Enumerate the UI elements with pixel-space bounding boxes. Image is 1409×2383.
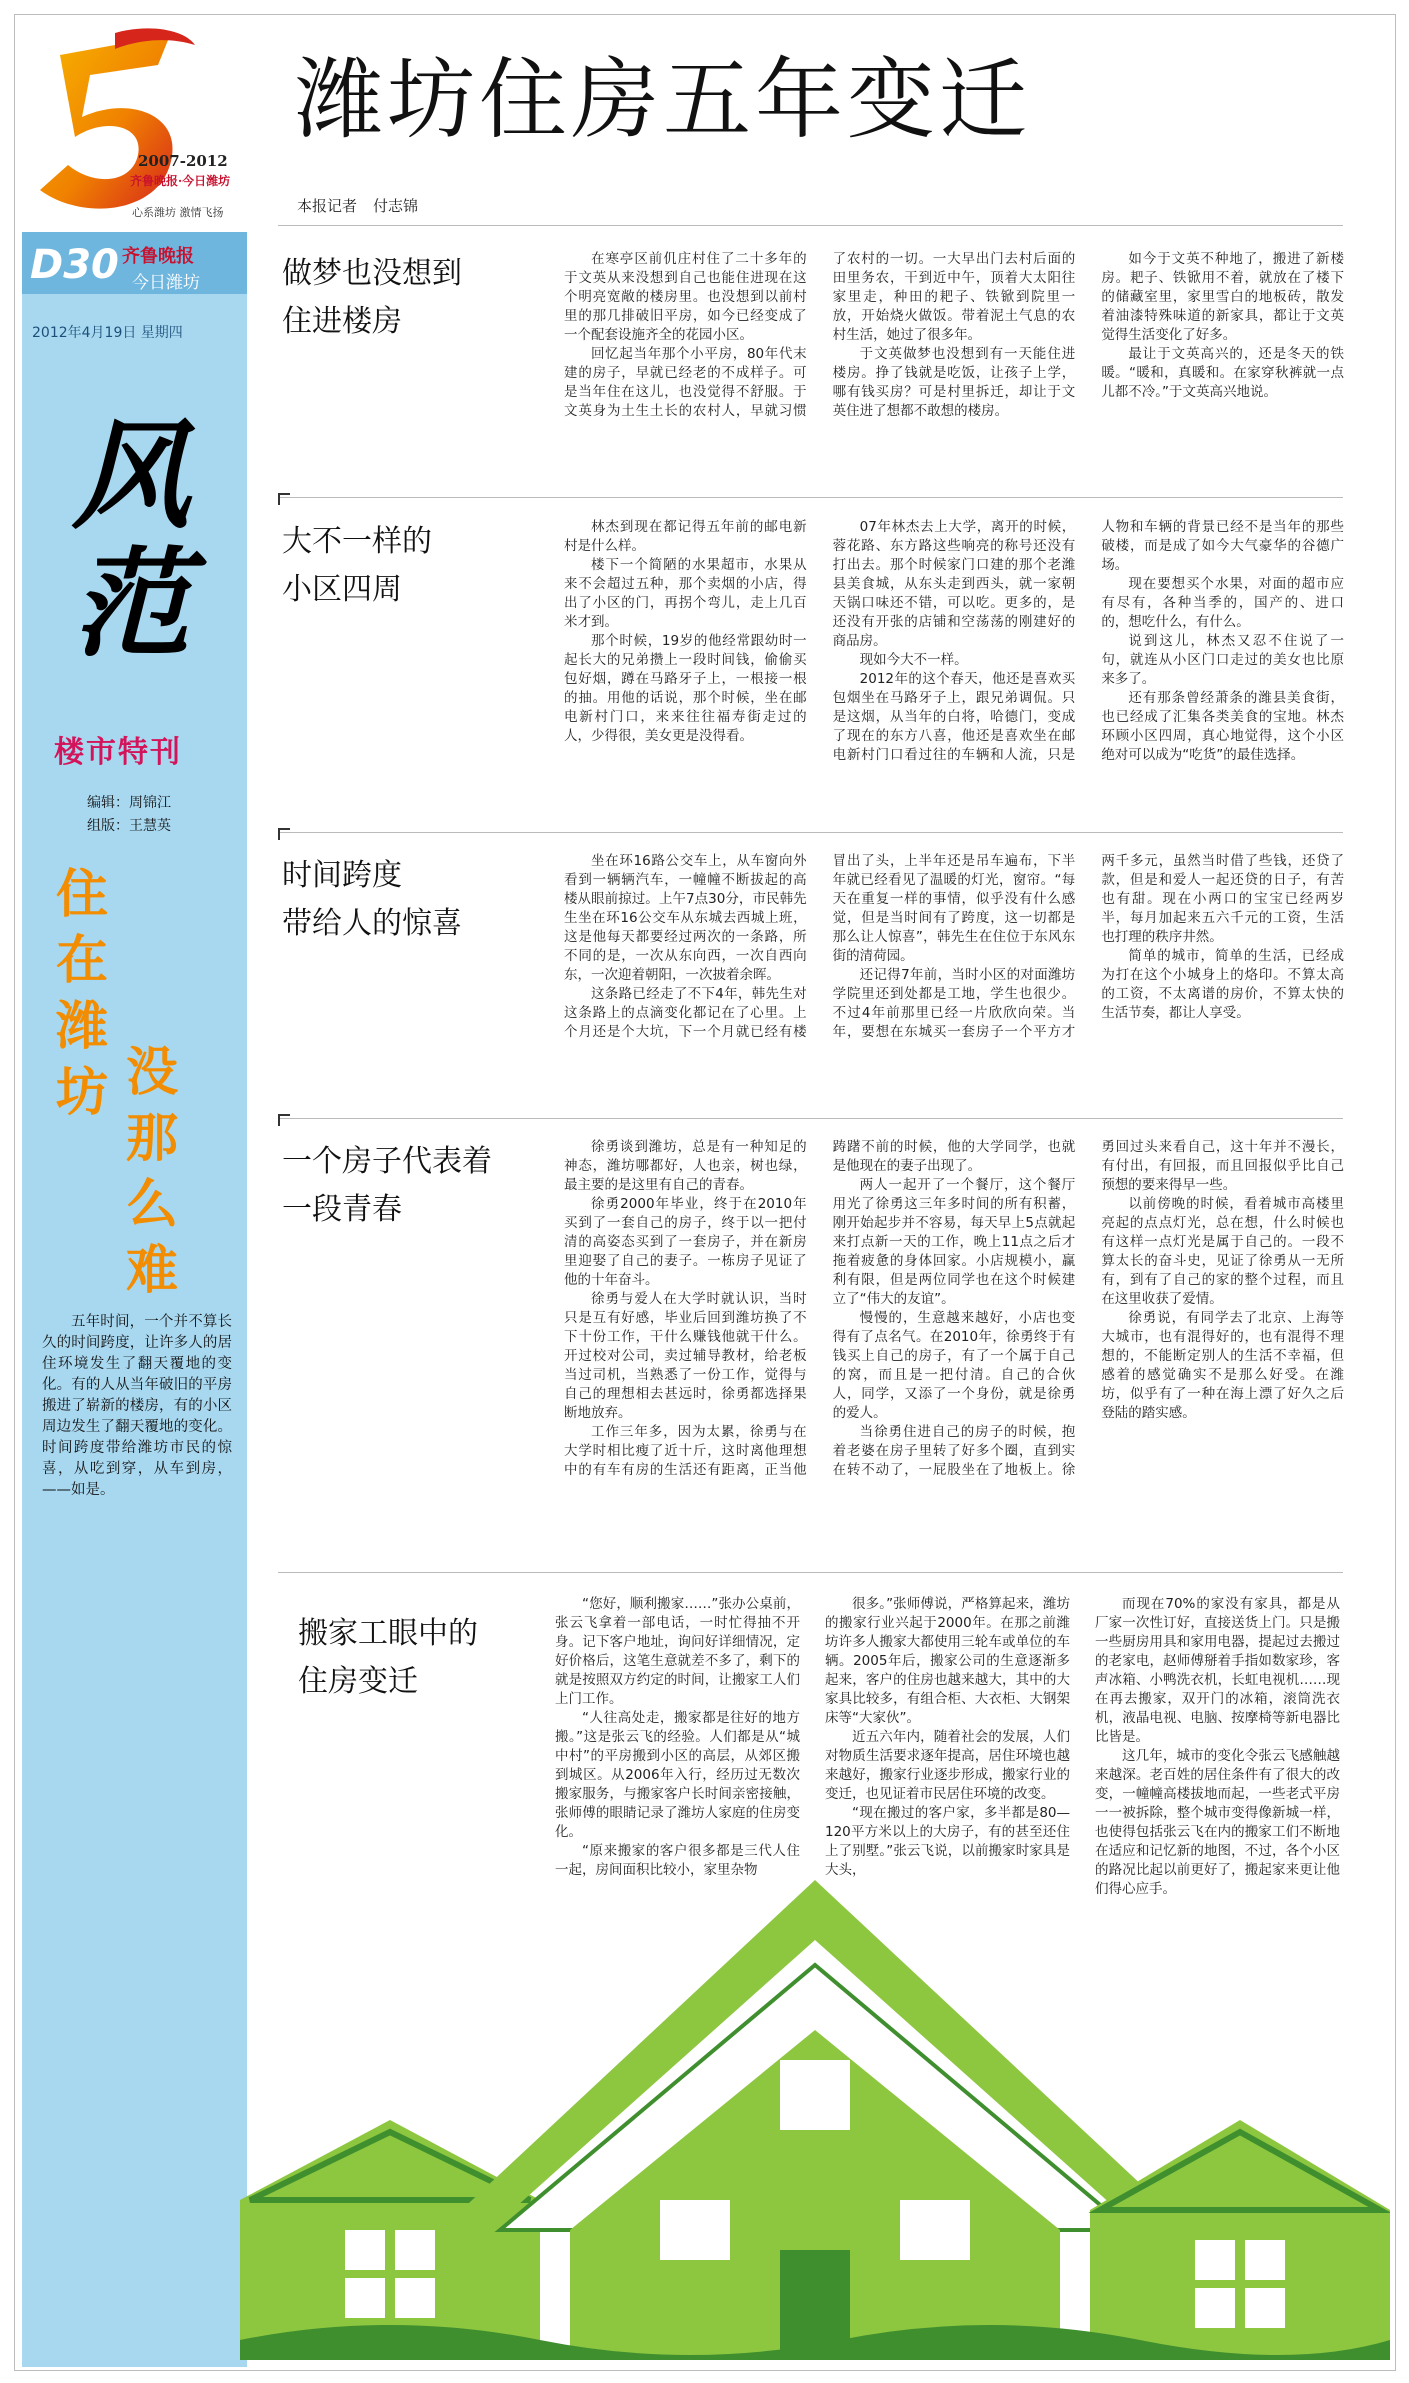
page-number: D30 bbox=[30, 242, 119, 288]
article-body bbox=[564, 1138, 1344, 1553]
slogan bbox=[52, 862, 212, 1302]
article-column bbox=[825, 1595, 1070, 1880]
headline-line: 带给人的惊喜 bbox=[282, 906, 462, 941]
byline-role: 本报记者 bbox=[297, 197, 358, 215]
headline-line: 做梦也没想到 bbox=[282, 256, 462, 291]
logo-subtitle: 齐鲁晚报·今日潍坊 bbox=[130, 174, 231, 188]
paragraph: “现在搬过的客户家，多半都是80—120平方米以上的大房子，有的甚至还住上了别墅。”张云飞说，以前搬家时家具是大头， bbox=[825, 1805, 1070, 1878]
paragraph: 还记得7年前，当时小区的对面潍坊学院里还到处都是工地，学生也很少。不过4年前那里已经一片欣欣向荣。当年，要想在东城买一套房子一个平方才两千多元，虽然当时借了些钱，还贷了款，但是和爱人一起还贷的日子，有苦也有甜。现在小两口的宝宝已经两岁半，每月加起来五六千元的工资，生活也打理的秩序井然。 bbox=[832, 853, 1344, 1040]
layout-editor-name: 组版：王慧英 bbox=[87, 818, 171, 834]
headline-line: 一个房子代表着 bbox=[282, 1144, 492, 1179]
headline-line: 住进楼房 bbox=[282, 304, 402, 339]
slogan-right-column: 没那么难 bbox=[125, 1042, 178, 1301]
paragraph: 楼下一个简陋的水果超市，水果从来不会超过五种，那个卖烟的小店，得出了小区的门，再拐个弯儿，走上几百米才到。 bbox=[564, 557, 807, 630]
paragraph: 还有那条曾经萧条的潍县美食街，也已经成了汇集各类美食的宝地。林杰环顾小区四周，真心地觉得，这个小区绝对可以成为“吃货”的最佳选择。 bbox=[1101, 690, 1344, 763]
logo-motto: 心系潍坊 激情飞扬 bbox=[132, 206, 224, 219]
paragraph: 徐勇谈到潍坊，总是有一种知足的神态，潍坊哪都好，人也亲，树也绿，最主要的是这里有自己的青春。 bbox=[564, 1139, 807, 1193]
paragraph: 工作三年多，因为太累，徐勇与在大学时相比瘦了近十斤，这时离他理想中的有车有房的生活还有距离，正当他踌躇不前的时候，他的大学同学，也就是他现在的妻子出现了。 bbox=[564, 1139, 1076, 1478]
column-subtitle: 楼市特刊 bbox=[54, 735, 182, 770]
paragraph: 近五六年内，随着社会的发展，人们对物质生活要求逐年提高，居住环境也越来越好，搬家行业逐步形成，搬家行业的变迁，也见证着市民居住环境的改变。 bbox=[825, 1729, 1070, 1802]
paragraph: 如今于文英不种地了，搬进了新楼房。耙子、铁锨用不着，就放在了楼下的储藏室里，家里雪白的地板砖，散发着油漆特殊味道的新家具，都让于文英觉得生活变化了好多。 bbox=[1101, 251, 1344, 343]
summary-text: 五年时间，一个并不算长久的时间跨度，让许多人的居住环境发生了翻天覆地的变化。有的人从当年破旧的平房搬进了崭新的楼房，有的小区周边发生了翻天覆地的变化。时间跨度带给潍坊市民的惊喜，从吃到穿，从车到房，——如是。 bbox=[42, 1314, 232, 1498]
page-title: 潍坊住房五年变迁 bbox=[295, 48, 1032, 151]
editor-name: 编辑：周锦江 bbox=[87, 795, 171, 811]
sidebar-header-band bbox=[22, 232, 247, 294]
headline-line: 一段青春 bbox=[282, 1192, 402, 1227]
paragraph: “您好，顺利搬家……”张办公桌前，张云飞拿着一部电话，一时忙得抽不开身。记下客户地址，询问好详细情况，定好价格后，这笔生意就差不多了，剩下的就是按照双方约定的时间，让搬家工人们上门工作。 bbox=[555, 1596, 800, 1707]
anniversary-years: 2007-2012 bbox=[138, 152, 228, 170]
paragraph: 以前傍晚的时候，看着城市高楼里亮起的点点灯光，总在想，什么时候也有这样一点灯光是属于自己的。一段不算太长的奋斗史，见证了徐勇从一无所有，到有了自己的家的整个过程，而且在这里收获了爱情。 bbox=[1101, 1196, 1344, 1307]
article-body bbox=[564, 852, 1344, 1102]
section-divider bbox=[278, 1572, 1343, 1573]
headline-line: 搬家工眼中的 bbox=[298, 1616, 478, 1651]
article-column bbox=[1095, 1595, 1340, 1899]
paragraph: 两人一起开了一个餐厅，这个餐厅用光了徐勇这三年多时间的所有积蓄，刚开始起步并不容易，每天早上5点就起来打点新一天的工作，晚上11点之后才拖着疲惫的身体回家。小店规模小，赢利有限，但是两位同学也在这个时候建立了“伟大的友谊”。 bbox=[832, 1177, 1076, 1307]
paragraph: 最让于文英高兴的，还是冬天的铁暖。“暖和，真暖和。在家穿秋裤就一点儿都不冷。”于文英高兴地说。 bbox=[1101, 346, 1344, 400]
editor-credits bbox=[87, 792, 171, 838]
paragraph: 徐勇说，有同学去了北京、上海等大城市，也有混得好的，也有混得不理想的，不能断定别人的生活不幸福，但感着的感觉确实不是那么好受。在潍坊，似乎有了一种在海上漂了好久之后登陆的踏实感。 bbox=[1101, 1310, 1344, 1421]
paragraph: 而现在70%的家没有家具，都是从厂家一次性订好，直接送货上门。只是搬一些厨房用具和家用电器，提起过去搬过的老家电，赵师傅掰着手指如数家珍，客声冰箱、小鸭洗衣机，长虹电视机……现在再去搬家，双开门的冰箱，滚筒洗衣机，液晶电视、电脑、按摩椅等新电器比比皆是。 bbox=[1095, 1596, 1340, 1745]
byline bbox=[297, 195, 434, 216]
headline-line: 大不一样的 bbox=[282, 524, 432, 559]
paragraph: 07年林杰去上大学，离开的时候，蓉花路、东方路这些响亮的称号还没有打出去。那个时候家门口建的那个老潍县美食城，从东头走到西头，就一家朝天锅口味还不错，可以吃。更多的，是还没有开张的店铺和空荡荡的刚建好的商品房。 bbox=[832, 519, 1076, 649]
headline-line: 小区四周 bbox=[282, 572, 402, 607]
article-headline bbox=[282, 518, 462, 614]
article-headline bbox=[298, 1610, 478, 1706]
numeral-five-logo-icon bbox=[20, 25, 260, 225]
paragraph: 徐勇2000年毕业，终于在2010年买到了一套自己的房子，终于以一把付清的高姿态买到了一套房子，并在新房里迎娶了自己的妻子。一栋房子见证了他的十年奋斗。 bbox=[564, 1196, 807, 1288]
section-divider bbox=[278, 1118, 1343, 1119]
paragraph: 说到这儿，林杰又忍不住说了一句，就连从小区门口走过的美女也比原来多了。 bbox=[1101, 633, 1344, 687]
article-headline bbox=[282, 250, 462, 346]
headline-line: 时间跨度 bbox=[282, 858, 402, 893]
headline-line: 住房变迁 bbox=[298, 1664, 418, 1699]
column-title: 风范 bbox=[72, 406, 191, 673]
article-body bbox=[564, 250, 1344, 490]
paragraph: 徐勇与爱人在大学时就认识，当时只是互有好感，毕业后回到潍坊换了不下十份工作，干什么赚钱他就干什么。开过校对公司，卖过辅导教材，给老板当过司机，当熟悉了一份工作，觉得与自己的理想相去甚远时，徐勇都选择果断地放弃。 bbox=[564, 1291, 807, 1421]
paragraph: 坐在环16路公交车上，从车窗向外看到一辆辆汽车，一幢幢不断拔起的高楼从眼前掠过。上午7点30分，市民韩先生坐在环16公交车从东城去西城上班，这是他每天都要经过两次的一条路，所不同的是，一次从东向西，一次自西向东，一次迎着朝阳，一次披着余晖。 bbox=[564, 853, 807, 983]
divider-corner-mark bbox=[278, 1114, 290, 1126]
paragraph: 林杰到现在都记得五年前的邮电新村是什么样。 bbox=[564, 519, 807, 554]
divider-corner-mark bbox=[278, 828, 290, 840]
divider-corner-mark bbox=[278, 493, 290, 505]
paragraph: 这条路已经走了不下4年，韩先生对这条路上的点滴变化都记在了心里。上个月还是个大坑，下一个月就已经有楼冒出了头，上半年还是吊车遍布，下半年就已经看见了温暖的灯光，窗帘。“每天在重复一样的事情，似乎没有什么感觉，但是当时间有了跨度，这一切都是那么让人惊喜”，韩先生在住位于东风东街的清荷园。 bbox=[564, 853, 1076, 1040]
paragraph: 慢慢的，生意越来越好，小店也变得有了点名气。在2010年，徐勇终于有钱买上自己的房子，有了一个属于自己的窝，而且是一把付清。自己的合伙人，同学，又添了一个身份，就是徐勇的爱人。 bbox=[832, 1310, 1076, 1421]
issue-date: 2012年4月19日 星期四 bbox=[32, 325, 183, 341]
article-headline bbox=[282, 852, 462, 948]
left-sidebar bbox=[22, 232, 247, 2367]
section-divider bbox=[278, 497, 1343, 498]
article-column bbox=[555, 1595, 800, 1880]
paragraph: 这几年，城市的变化令张云飞感触越来越深。老百姓的居住条件有了很大的改变，一幢幢高楼拔地而起，一些老式平房一一被拆除，整个城市变得像新城一样，也使得包括张云飞在内的搬家工们不断地在适应和记忆新的地图，不过，各个小区的路况比起以前更好了，搬起家来更让他们得心应手。 bbox=[1095, 1748, 1340, 1897]
byline-name: 付志锦 bbox=[373, 197, 419, 215]
green-houses-icon bbox=[240, 1870, 1390, 2360]
paragraph: 那个时候，19岁的他经常跟幼时一起长大的兄弟攒上一段时间钱，偷偷买包好烟，蹲在马路牙子上，一根接一根的抽。用他的话说，那个时候，坐在邮电新村门口，来来往往福寿街走过的人，少得很，美女更是没得看。 bbox=[564, 633, 807, 744]
paragraph: 当徐勇住进自己的房子的时候，抱着老婆在房子里转了好多个圈，直到实在转不动了，一屁股坐在了地板上。徐勇回过头来看自己，这十年并不漫长，有付出，有回报，而且回报似乎比自己预想的要来得早一些。 bbox=[832, 1139, 1344, 1478]
paragraph: 简单的城市，简单的生活，已经成为打在这个小城身上的烙印。不算太高的工资，不太离谱的房价，不算太快的生活节奏，都让人享受。 bbox=[1101, 948, 1344, 1021]
article-body bbox=[564, 518, 1344, 808]
paragraph: 现如今大不一样。 bbox=[859, 652, 968, 668]
paragraph: 在寒亭区前仉庄村住了二十多年的于文英从来没想到自己也能住进现在这个明亮宽敞的楼房里。也没想到以前村里的那几排破旧平房，如今已经变成了一个配套设施齐全的花园小区。 bbox=[564, 251, 807, 343]
newspaper-name: 齐鲁晚报 bbox=[122, 246, 194, 267]
article-headline bbox=[282, 1138, 542, 1234]
section-name: 今日潍坊 bbox=[132, 273, 200, 293]
paragraph: 于文英做梦也没想到有一天能住进楼房。挣了钱就是吃饭，让孩子上学，哪有钱买房？可是村里拆迁，却让于文英住进了想都不敢想的楼房。 bbox=[832, 346, 1076, 419]
paragraph: 回忆起当年那个小平房，80年代末建的房子，早就已经老的不成样子。可是当年住在这儿，也没觉得不舒服。于文英身为土生土长的农村人，早就习惯了农村的一切。一大早出门去村后面的田里务农，干到近中午，顶着大太阳往家里走，种田的耙子、铁锨到院里一放，开始烧火做饭。带着泥土气息的农村生活，她过了很多年。 bbox=[564, 251, 1076, 419]
anniversary-logo bbox=[20, 25, 260, 225]
paragraph: 很多。”张师傅说，严格算起来，潍坊的搬家行业兴起于2000年。在那之前潍坊许多人搬家大都使用三轮车或单位的车辆。2005年后，搬家公司的生意逐渐多起来，客户的住房也越来越大，其中的大家具比较多，有组合柜、大衣柜、大钢架床等“大家伙”。 bbox=[825, 1596, 1070, 1726]
houses-illustration bbox=[240, 1870, 1390, 2360]
paragraph: 现在要想买个水果，对面的超市应有尽有，各种当季的，国产的、进口的，想吃什么，有什么。 bbox=[1101, 576, 1344, 630]
paragraph: 2012年的这个春天，他还是喜欢买包烟坐在马路牙子上，跟兄弟调侃。只是这烟，从当年的白将，哈德门，变成了现在的东方八喜，他还是喜欢坐在邮电新村门口看过往的车辆和人流，只是人物和车辆的背景已经不是当年的那些破楼，而是成了如今大气豪华的谷德广场。 bbox=[832, 519, 1344, 763]
slogan-left-column: 住在潍坊 bbox=[55, 864, 108, 1123]
paragraph: “原来搬家的客户很多都是三代人住一起，房间面积比较小，家里杂物 bbox=[555, 1843, 800, 1878]
section-divider bbox=[278, 832, 1343, 833]
section-divider bbox=[278, 225, 1343, 226]
paragraph: “人往高处走，搬家都是往好的地方搬。”这是张云飞的经验。人们都是从“城中村”的平房搬到小区的高层，从郊区搬到城区。从2006年入行，经历过无数次搬家服务，与搬家客户长时间亲密接触，张师傅的眼睛记录了潍坊人家庭的住房变化。 bbox=[555, 1710, 800, 1840]
